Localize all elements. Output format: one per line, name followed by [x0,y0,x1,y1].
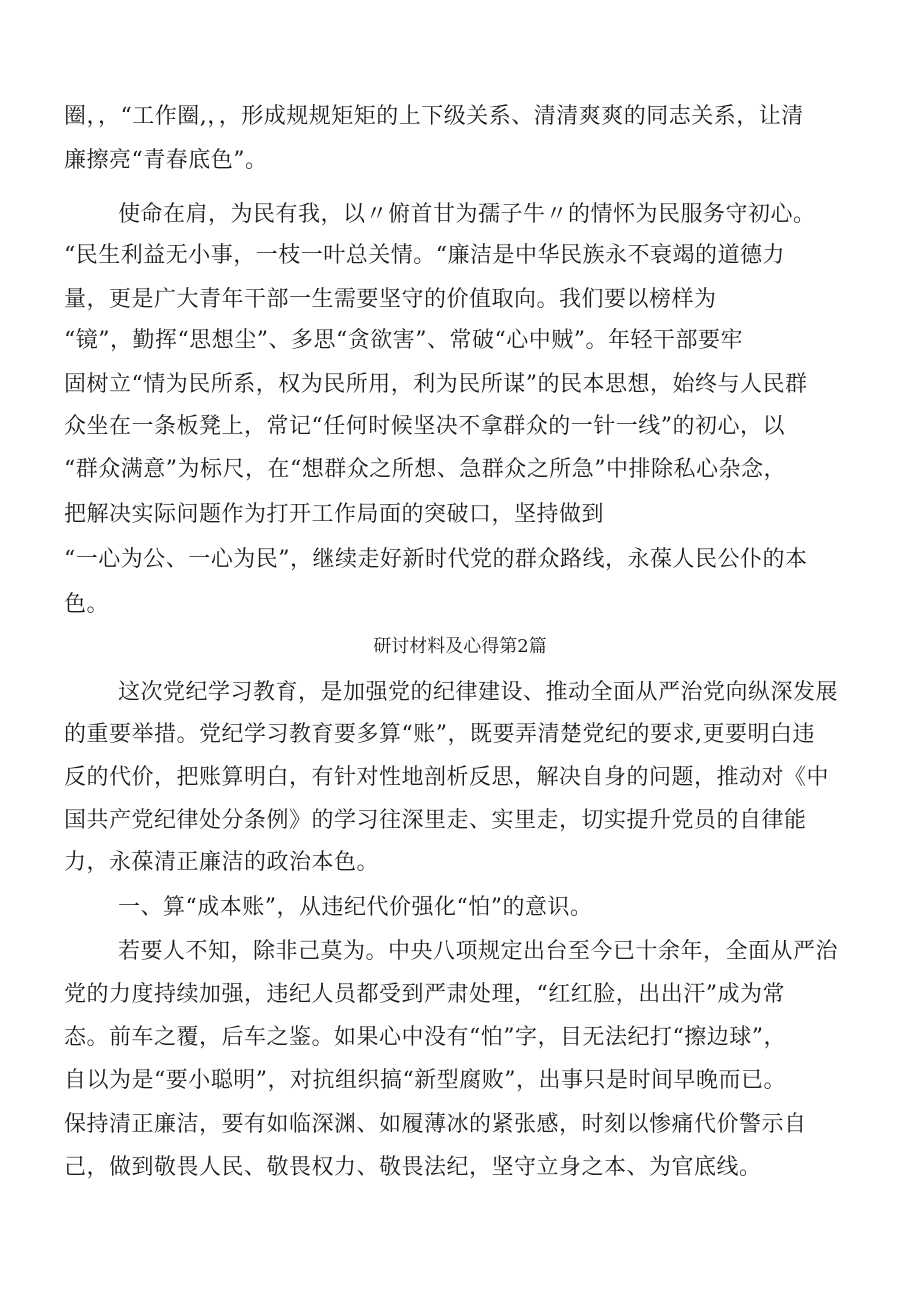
paragraph-line: 国共产党纪律处分条例》的学习往深里走、实里走，切实提升党员的自律能 [64,808,807,833]
section-heading: 研讨材料及心得第2篇 [373,636,547,657]
paragraph-line: 使命在肩，为民有我，以〃俯首甘为孺子牛〃的情怀为民服务守初心。 [118,202,816,227]
paragraph-line: 把解决实际问题作为打开工作局面的突破口，坚持做到 [64,502,605,527]
paragraph-line: 这次党纪学习教育，是加强党的纪律建设、推动全面从严治党向纵深发展 [118,680,839,705]
paragraph-line: 力，永葆清正廉洁的政治本色。 [64,850,380,875]
paragraph-line: 自以为是“要小聪明”，对抗组织搞“新型腐败”，出事只是时间早晚而已。 [64,1068,786,1093]
paragraph-line: “一心为公、一心为民”，继续走好新时代党的群众路线，永葆人民公仆的本 [64,547,808,572]
paragraph-line: “镜”，勤挥“思想尘”、多思“贪欲害”、常破“心中贼”。年轻干部要牢 [64,328,743,353]
paragraph-line: 圈，，“工作圈,，，形成规规矩矩的上下级关系、清清爽爽的同志关系，让清 [64,104,804,129]
paragraph-line: 众坐在一条板凳上，常记“任何时候坚决不拿群众的一针一线”的初心，以 [64,414,785,439]
paragraph-line: 固树立“情为民所系，权为民所用，利为民所谋”的民本思想，始终与人民群 [64,372,808,397]
paragraph-line: 党的力度持续加强，违纪人员都受到严肃处理，“红红脸，出出汗”成为常 [64,982,785,1007]
paragraph-line: 的重要举措。党纪学习教育要多算“账”，既要弄清楚党纪的要求,更要明白违 [64,722,815,747]
paragraph-line: 反的代价，把账算明白，有针对性地剖析反思，解决自身的问题，推动对《中 [64,765,830,790]
paragraph-line: 廉擦亮“青春底色”。 [64,148,268,173]
paragraph-line: 量，更是广大青年干部一生需要坚守的价值取向。我们要以榜样为 [64,287,717,312]
paragraph-line: 一、算“成本账”，从违纪代价强化“怕”的意识。 [118,895,593,920]
paragraph-line: 态。前车之覆，后车之鉴。如果心中没有“怕”字，目无法纪打“擦边球”， [64,1025,786,1050]
paragraph-line: 己，做到敬畏人民、敬畏权力、敬畏法纪，坚守立身之本、为官底线。 [64,1155,762,1180]
paragraph-line: 若要人不知，除非己莫为。中央八项规定出台至今已十余年，全面从严治 [118,939,839,964]
paragraph-line: “群众满意”为标尺，在“想群众之所想、急群众之所急”中排除私心杂念， [64,457,786,482]
paragraph-line: 保持清正廉洁，要有如临深渊、如履薄冰的紧张感，时刻以惨痛代价警示自 [64,1112,807,1137]
paragraph-line: “民生利益无小事，一枝一叶总关情。“廉洁是中华民族永不衰竭的道德力 [64,243,785,268]
paragraph-line: 色。 [64,592,110,617]
